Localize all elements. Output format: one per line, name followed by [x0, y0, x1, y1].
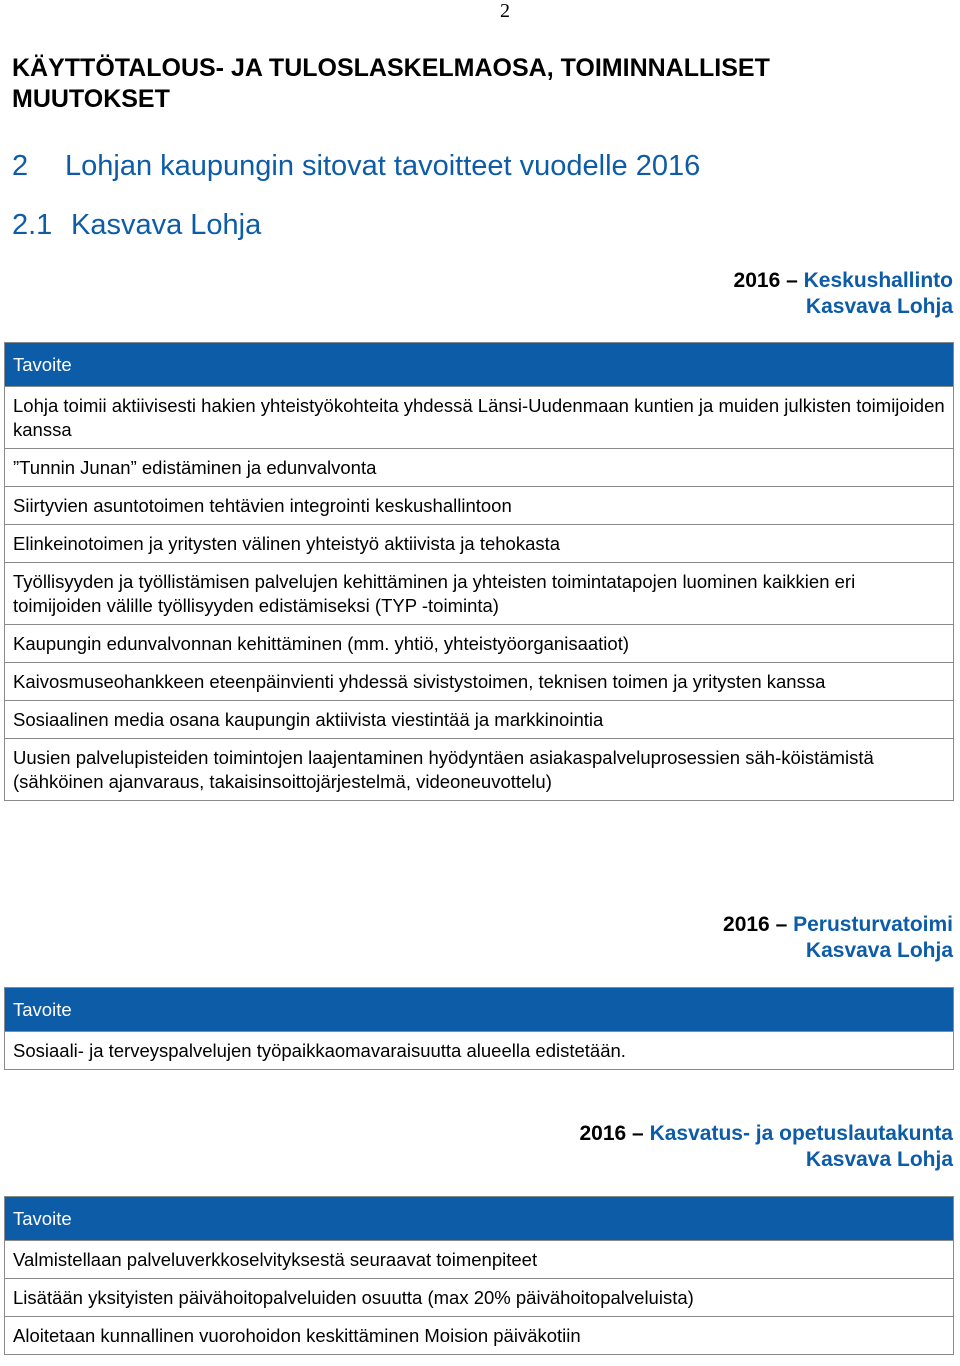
goal-text: Valmistellaan palveluverkkoselvityksestä seuraavat toimenpiteet	[5, 1241, 954, 1279]
unit-theme: Kasvava Lohja	[805, 295, 953, 318]
unit-title: 2016 – Perusturvatoimi	[723, 913, 953, 936]
goal-text: Uusien palvelupisteiden toimintojen laajentaminen hyödyntäen asiakaspalveluprosessien säh-köistämistä (sähköinen ajanvaraus, takaisinsoittojärjestelmä, videoneuvottelu)	[5, 739, 954, 801]
table-row	[5, 563, 954, 625]
goal-text: Lisätään yksityisten päivähoitopalveluiden osuutta (max 20% päivähoitopalveluista)	[5, 1279, 954, 1317]
table-header: Tavoite	[5, 988, 954, 1032]
unit-title: 2016 – Keskushallinto	[733, 269, 953, 292]
table-row	[5, 1032, 954, 1070]
unit-theme: Kasvava Lohja	[805, 1148, 953, 1171]
unit-header-kasvatus	[579, 1121, 953, 1173]
goal-text: Sosiaalinen media osana kaupungin aktiivista viestintää ja markkinointia	[5, 701, 954, 739]
section-number: 2	[12, 150, 29, 182]
table-header: Tavoite	[5, 343, 954, 387]
table-row	[5, 1241, 954, 1279]
goal-text: Lohja toimii aktiivisesti hakien yhteistyökohteita yhdessä Länsi-Uudenmaan kuntien ja muiden julkisten toimijoiden kanssa	[5, 387, 954, 449]
section-title: Lohjan kaupungin sitovat tavoitteet vuodelle 2016	[65, 150, 701, 182]
section-heading	[12, 149, 700, 183]
goal-table-perusturvatoimi	[4, 987, 954, 1070]
unit-title: 2016 – Kasvatus- ja opetuslautakunta	[579, 1122, 953, 1145]
goal-text: ”Tunnin Junan” edistäminen ja edunvalvonta	[5, 449, 954, 487]
table-header: Tavoite	[5, 1197, 954, 1241]
subsection-heading	[12, 208, 261, 242]
table-row	[5, 449, 954, 487]
goal-table-kasvatus	[4, 1196, 954, 1355]
page-number: 2	[500, 0, 510, 22]
unit-header-perusturvatoimi	[723, 912, 953, 964]
unit-header-keskushallinto	[734, 268, 953, 320]
goal-text: Kaupungin edunvalvonnan kehittäminen (mm. yhtiö, yhteistyöorganisaatiot)	[5, 625, 954, 663]
table-row	[5, 701, 954, 739]
goal-text: Kaivosmuseohankkeen eteenpäinvienti yhdessä sivistystoimen, teknisen toimen ja yritysten kanssa	[5, 663, 954, 701]
table-row	[5, 1279, 954, 1317]
goal-text: Elinkeinotoimen ja yritysten välinen yhteistyö aktiivista ja tehokasta	[5, 525, 954, 563]
goal-text: Aloitetaan kunnallinen vuorohoidon keskittäminen Moision päiväkotiin	[5, 1317, 954, 1355]
goal-table-keskushallinto	[4, 342, 954, 801]
goal-text: Siirtyvien asuntotoimen tehtävien integrointi keskushallintoon	[5, 487, 954, 525]
table-row	[5, 387, 954, 449]
table-row	[5, 625, 954, 663]
subsection-title: Kasvava Lohja	[71, 209, 262, 241]
table-row	[5, 487, 954, 525]
goal-text: Sosiaali- ja terveyspalvelujen työpaikkaomavaraisuutta alueella edistetään.	[5, 1032, 954, 1070]
table-row	[5, 739, 954, 801]
main-heading: KÄYTTÖTALOUS- JA TULOSLASKELMAOSA, TOIMINNALLISET MUUTOKSET	[12, 54, 770, 113]
table-row	[5, 525, 954, 563]
subsection-number: 2.1	[12, 209, 53, 241]
table-row	[5, 1317, 954, 1355]
table-row	[5, 663, 954, 701]
unit-theme: Kasvava Lohja	[805, 939, 953, 962]
goal-text: Työllisyyden ja työllistämisen palvelujen kehittäminen ja yhteisten toimintatapojen luominen kaikkien eri toimijoiden välille työllisyyden edistämiseksi (TYP -toiminta)	[5, 563, 954, 625]
